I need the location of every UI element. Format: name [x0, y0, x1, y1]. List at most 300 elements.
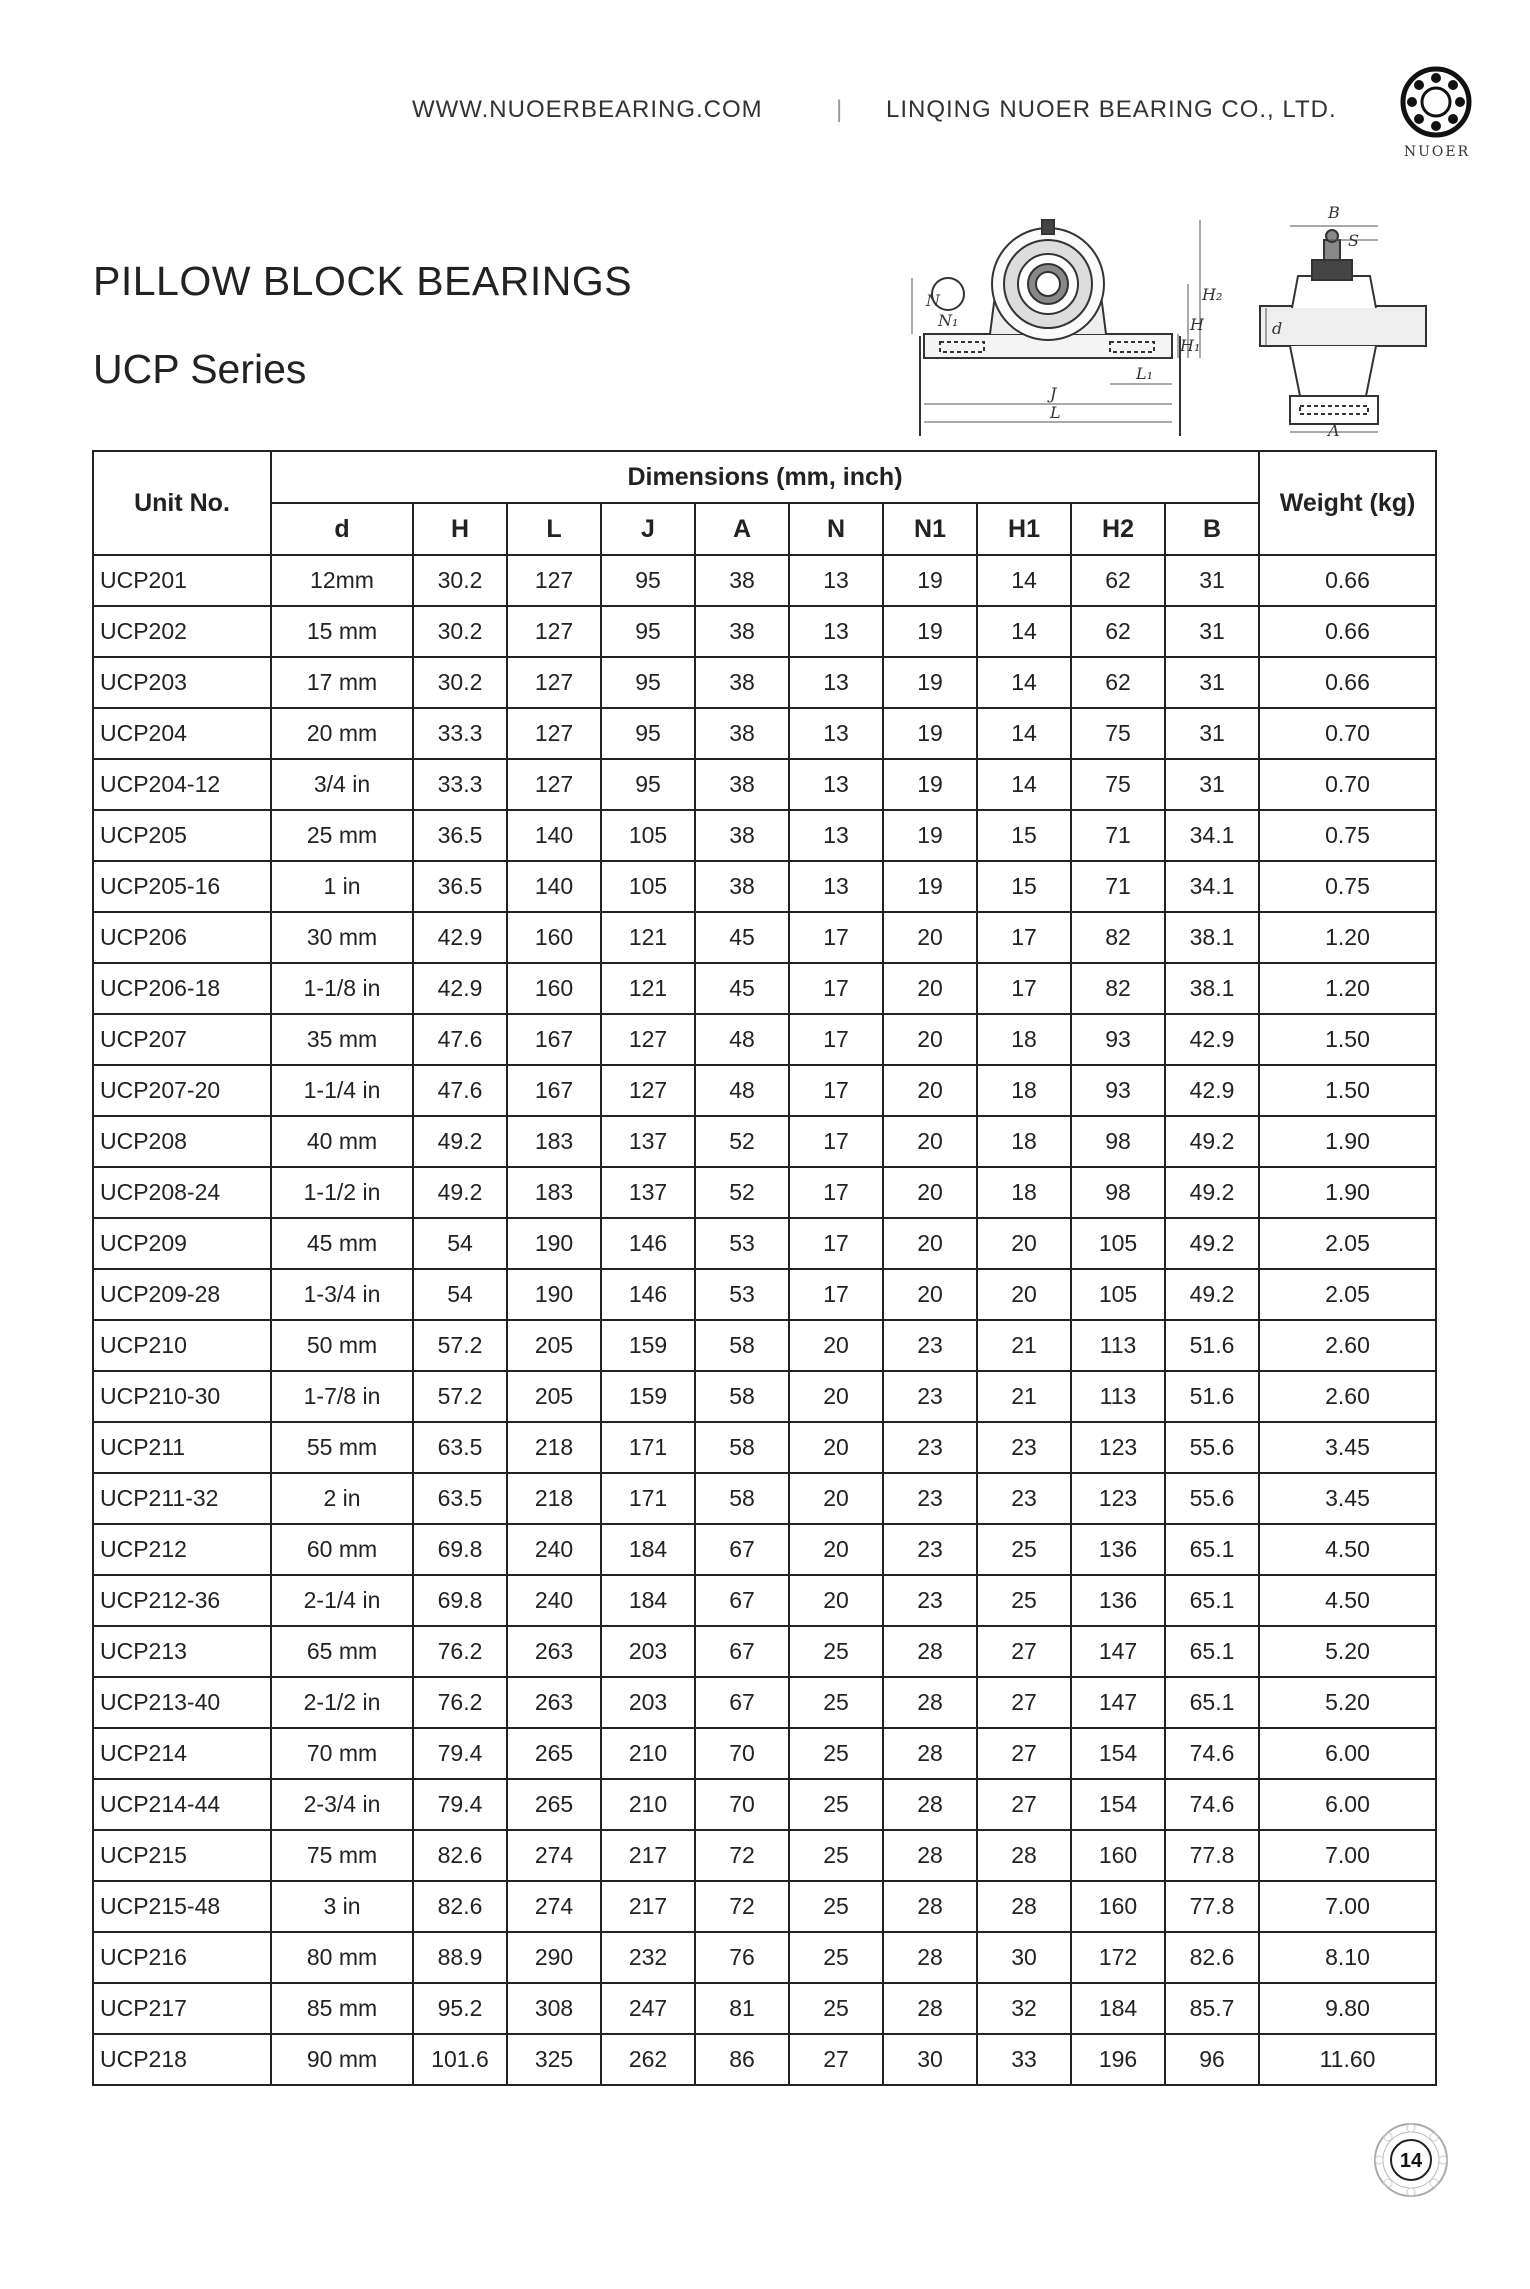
dimension-cell: 27: [977, 1677, 1071, 1728]
dimension-cell: 72: [695, 1881, 789, 1932]
dimension-cell: 13: [789, 708, 883, 759]
dimension-cell: 40 mm: [271, 1116, 413, 1167]
dimension-cell: 82.6: [1165, 1932, 1259, 1983]
dimension-cell: 1-3/4 in: [271, 1269, 413, 1320]
dim-column-header: H: [413, 503, 507, 555]
dimension-cell: 80 mm: [271, 1932, 413, 1983]
weight-cell: 0.70: [1259, 708, 1436, 759]
dimension-cell: 38.1: [1165, 912, 1259, 963]
dimension-cell: 123: [1071, 1422, 1165, 1473]
dimension-cell: 76.2: [413, 1626, 507, 1677]
dimension-cell: 63.5: [413, 1422, 507, 1473]
table-row: [93, 963, 1436, 1014]
label-d: d: [1272, 319, 1283, 338]
company-name: LINQING NUOER BEARING CO., LTD.: [886, 96, 1337, 123]
dimension-cell: 127: [507, 708, 601, 759]
dimension-cell: 154: [1071, 1779, 1165, 1830]
dimension-cell: 60 mm: [271, 1524, 413, 1575]
dimension-cell: 81: [695, 1983, 789, 2034]
label-H: H: [1190, 315, 1204, 334]
label-S: S: [1348, 231, 1359, 250]
dimension-cell: 232: [601, 1932, 695, 1983]
dimension-cell: 28: [883, 1626, 977, 1677]
dimension-cell: 20: [789, 1371, 883, 1422]
dimension-cell: 74.6: [1165, 1728, 1259, 1779]
dimension-cell: 105: [601, 861, 695, 912]
dimension-cell: 54: [413, 1218, 507, 1269]
dimension-cell: 14: [977, 759, 1071, 810]
spec-table-body: [93, 555, 1436, 2085]
dimension-cell: 65 mm: [271, 1626, 413, 1677]
page-number-badge: [1372, 2121, 1450, 2199]
dimension-cell: 82.6: [413, 1881, 507, 1932]
dimension-cell: 38: [695, 759, 789, 810]
table-row: [93, 861, 1436, 912]
dimension-cell: 137: [601, 1167, 695, 1218]
label-B: B: [1328, 203, 1340, 222]
dimension-cell: 69.8: [413, 1575, 507, 1626]
dimension-cell: 290: [507, 1932, 601, 1983]
dimension-cell: 74.6: [1165, 1779, 1259, 1830]
dimension-cell: 52: [695, 1167, 789, 1218]
dimension-cell: 65.1: [1165, 1626, 1259, 1677]
dimension-cell: 32: [977, 1983, 1071, 2034]
dimension-cell: 65.1: [1165, 1575, 1259, 1626]
dimension-columns-row: [93, 503, 1436, 555]
dimension-cell: 23: [977, 1473, 1071, 1524]
unit-number-cell: UCP204: [93, 708, 271, 759]
dim-column-header: H2: [1071, 503, 1165, 555]
dimension-cell: 105: [1071, 1218, 1165, 1269]
dimension-cell: 19: [883, 861, 977, 912]
label-J: J: [1050, 384, 1057, 403]
logo-text: NUOER: [1403, 144, 1471, 160]
dimension-cell: 95: [601, 657, 695, 708]
dimension-cell: 17: [977, 963, 1071, 1014]
dimension-cell: 159: [601, 1371, 695, 1422]
dimension-cell: 184: [601, 1575, 695, 1626]
weight-cell: 3.45: [1259, 1422, 1436, 1473]
dimension-cell: 265: [507, 1728, 601, 1779]
dimension-cell: 62: [1071, 606, 1165, 657]
dimension-cell: 20: [789, 1575, 883, 1626]
dimension-cell: 31: [1165, 759, 1259, 810]
dimension-cell: 172: [1071, 1932, 1165, 1983]
dimension-cell: 167: [507, 1014, 601, 1065]
unit-number-cell: UCP210: [93, 1320, 271, 1371]
label-H1: H₁: [1180, 336, 1201, 355]
weight-cell: 9.80: [1259, 1983, 1436, 2034]
weight-cell: 2.60: [1259, 1371, 1436, 1422]
dimension-cell: 49.2: [413, 1116, 507, 1167]
dimension-cell: 3/4 in: [271, 759, 413, 810]
dimension-cell: 127: [507, 555, 601, 606]
dimension-cell: 70 mm: [271, 1728, 413, 1779]
label-A: A: [1328, 421, 1340, 436]
dimension-cell: 127: [507, 759, 601, 810]
table-row: [93, 1320, 1436, 1371]
dimension-cell: 183: [507, 1167, 601, 1218]
dimension-cell: 95: [601, 708, 695, 759]
dimension-cell: 71: [1071, 861, 1165, 912]
dimension-cell: 33.3: [413, 708, 507, 759]
table-row: [93, 912, 1436, 963]
dimension-cell: 27: [977, 1728, 1071, 1779]
dimension-cell: 205: [507, 1371, 601, 1422]
dimension-cell: 27: [789, 2034, 883, 2085]
dimension-cell: 35 mm: [271, 1014, 413, 1065]
dimension-cell: 31: [1165, 657, 1259, 708]
dimension-cell: 48: [695, 1065, 789, 1116]
dimension-cell: 34.1: [1165, 810, 1259, 861]
dimension-cell: 240: [507, 1524, 601, 1575]
dimension-cell: 58: [695, 1473, 789, 1524]
weight-cell: 11.60: [1259, 2034, 1436, 2085]
dimension-cell: 18: [977, 1167, 1071, 1218]
dimension-cell: 28: [977, 1830, 1071, 1881]
dimension-cell: 217: [601, 1881, 695, 1932]
dimension-cell: 95: [601, 555, 695, 606]
dimension-cell: 25 mm: [271, 810, 413, 861]
dimension-cell: 42.9: [1165, 1014, 1259, 1065]
dimension-cell: 55.6: [1165, 1422, 1259, 1473]
dimension-cell: 36.5: [413, 810, 507, 861]
dimension-cell: 127: [507, 657, 601, 708]
dimension-cell: 82: [1071, 912, 1165, 963]
dimension-cell: 2 in: [271, 1473, 413, 1524]
dimension-cell: 34.1: [1165, 861, 1259, 912]
dimension-cell: 45: [695, 963, 789, 1014]
dimension-cell: 95.2: [413, 1983, 507, 2034]
dimension-cell: 20: [789, 1422, 883, 1473]
dimension-cell: 1-1/8 in: [271, 963, 413, 1014]
dimension-cell: 274: [507, 1830, 601, 1881]
weight-cell: 7.00: [1259, 1881, 1436, 1932]
dimension-cell: 88.9: [413, 1932, 507, 1983]
unit-number-cell: UCP216: [93, 1932, 271, 1983]
dimension-cell: 82: [1071, 963, 1165, 1014]
unit-number-cell: UCP215-48: [93, 1881, 271, 1932]
table-row: [93, 555, 1436, 606]
website-url[interactable]: WWW.NUOERBEARING.COM: [412, 96, 763, 123]
dimension-cell: 28: [883, 1779, 977, 1830]
unit-number-cell: UCP207-20: [93, 1065, 271, 1116]
unit-number-cell: UCP209: [93, 1218, 271, 1269]
dimension-cell: 14: [977, 555, 1071, 606]
dimension-cell: 2-1/4 in: [271, 1575, 413, 1626]
table-row: [93, 1677, 1436, 1728]
label-L1: L₁: [1136, 364, 1154, 383]
dimension-cell: 136: [1071, 1575, 1165, 1626]
dimension-cell: 48: [695, 1014, 789, 1065]
dimension-cell: 25: [789, 1779, 883, 1830]
dimension-cell: 58: [695, 1422, 789, 1473]
dimension-cell: 18: [977, 1116, 1071, 1167]
dimension-cell: 25: [789, 1932, 883, 1983]
dimension-cell: 63.5: [413, 1473, 507, 1524]
dimension-cell: 25: [789, 1677, 883, 1728]
spec-table: [92, 450, 1437, 2086]
dimension-cell: 101.6: [413, 2034, 507, 2085]
dimension-cell: 308: [507, 1983, 601, 2034]
weight-cell: 0.66: [1259, 606, 1436, 657]
dimension-cell: 95: [601, 759, 695, 810]
dimension-cell: 147: [1071, 1626, 1165, 1677]
dimension-cell: 20: [789, 1524, 883, 1575]
dimension-cell: 1-1/4 in: [271, 1065, 413, 1116]
unit-header: Unit No.: [93, 451, 271, 555]
dimension-cell: 30.2: [413, 555, 507, 606]
dimension-cell: 25: [977, 1575, 1071, 1626]
dimension-cell: 31: [1165, 606, 1259, 657]
weight-cell: 1.20: [1259, 963, 1436, 1014]
weight-cell: 0.66: [1259, 555, 1436, 606]
dim-column-header: L: [507, 503, 601, 555]
unit-number-cell: UCP212: [93, 1524, 271, 1575]
weight-cell: 2.05: [1259, 1269, 1436, 1320]
dimension-cell: 28: [883, 1728, 977, 1779]
dimension-cell: 218: [507, 1473, 601, 1524]
dimension-cell: 49.2: [1165, 1116, 1259, 1167]
dimension-cell: 30: [977, 1932, 1071, 1983]
dimension-cell: 136: [1071, 1524, 1165, 1575]
dimension-cell: 25: [789, 1626, 883, 1677]
dimension-cell: 30 mm: [271, 912, 413, 963]
dimension-cell: 31: [1165, 555, 1259, 606]
weight-cell: 1.50: [1259, 1065, 1436, 1116]
dimension-cell: 98: [1071, 1167, 1165, 1218]
dimension-cell: 190: [507, 1269, 601, 1320]
dimension-cell: 20: [977, 1218, 1071, 1269]
dimension-cell: 113: [1071, 1371, 1165, 1422]
dimension-cell: 127: [601, 1014, 695, 1065]
dimension-cell: 28: [977, 1881, 1071, 1932]
weight-cell: 0.75: [1259, 861, 1436, 912]
dimension-cell: 18: [977, 1014, 1071, 1065]
weight-cell: 1.50: [1259, 1014, 1436, 1065]
dimension-cell: 49.2: [413, 1167, 507, 1218]
page-number: 14: [1399, 2150, 1423, 2172]
dimension-cell: 86: [695, 2034, 789, 2085]
dimension-cell: 31: [1165, 708, 1259, 759]
dimension-cell: 25: [789, 1881, 883, 1932]
dimension-cell: 38: [695, 708, 789, 759]
table-row: [93, 1371, 1436, 1422]
dimension-cell: 23: [883, 1422, 977, 1473]
table-row: [93, 1830, 1436, 1881]
table-row: [93, 810, 1436, 861]
weight-cell: 1.90: [1259, 1116, 1436, 1167]
weight-cell: 7.00: [1259, 1830, 1436, 1881]
dimension-cell: 62: [1071, 555, 1165, 606]
dimension-cell: 27: [977, 1626, 1071, 1677]
dimension-cell: 146: [601, 1269, 695, 1320]
dimension-cell: 17: [789, 1065, 883, 1116]
dimension-cell: 28: [883, 1677, 977, 1728]
dimension-cell: 51.6: [1165, 1320, 1259, 1371]
dimension-cell: 17 mm: [271, 657, 413, 708]
dim-column-header: N1: [883, 503, 977, 555]
dimension-cell: 247: [601, 1983, 695, 2034]
dimension-cell: 15 mm: [271, 606, 413, 657]
dimension-cell: 20 mm: [271, 708, 413, 759]
dimension-cell: 2-1/2 in: [271, 1677, 413, 1728]
weight-cell: 3.45: [1259, 1473, 1436, 1524]
dimension-cell: 76: [695, 1932, 789, 1983]
dimension-cell: 14: [977, 657, 1071, 708]
header-separator: |: [836, 96, 843, 123]
dimension-cell: 121: [601, 963, 695, 1014]
dimension-cell: 72: [695, 1830, 789, 1881]
dimension-cell: 140: [507, 810, 601, 861]
dimension-cell: 240: [507, 1575, 601, 1626]
dimension-cell: 75 mm: [271, 1830, 413, 1881]
table-row: [93, 1218, 1436, 1269]
dimension-cell: 85 mm: [271, 1983, 413, 2034]
dimension-cell: 75: [1071, 759, 1165, 810]
table-row: [93, 657, 1436, 708]
dimension-cell: 184: [601, 1524, 695, 1575]
page-title: PILLOW BLOCK BEARINGS: [93, 258, 633, 304]
dim-column-header: A: [695, 503, 789, 555]
dim-column-header: d: [271, 503, 413, 555]
dim-column-header: B: [1165, 503, 1259, 555]
dimension-cell: 38.1: [1165, 963, 1259, 1014]
dimension-cell: 23: [977, 1422, 1071, 1473]
dim-column-header: N: [789, 503, 883, 555]
dimension-cell: 98: [1071, 1116, 1165, 1167]
dimension-cell: 218: [507, 1422, 601, 1473]
dimension-cell: 262: [601, 2034, 695, 2085]
dimension-cell: 18: [977, 1065, 1071, 1116]
weight-cell: 0.70: [1259, 759, 1436, 810]
dimension-cell: 49.2: [1165, 1167, 1259, 1218]
dimension-cell: 17: [789, 1014, 883, 1065]
unit-number-cell: UCP212-36: [93, 1575, 271, 1626]
table-row: [93, 2034, 1436, 2085]
dimension-cell: 55.6: [1165, 1473, 1259, 1524]
dimension-cell: 90 mm: [271, 2034, 413, 2085]
dimension-cell: 42.9: [1165, 1065, 1259, 1116]
dimension-cell: 19: [883, 657, 977, 708]
unit-number-cell: UCP213: [93, 1626, 271, 1677]
dimension-cell: 14: [977, 606, 1071, 657]
table-row: [93, 606, 1436, 657]
dimension-cell: 20: [883, 1218, 977, 1269]
dimension-cell: 121: [601, 912, 695, 963]
dimension-cell: 147: [1071, 1677, 1165, 1728]
dimension-cell: 20: [789, 1320, 883, 1371]
dimension-cell: 47.6: [413, 1065, 507, 1116]
unit-number-cell: UCP209-28: [93, 1269, 271, 1320]
dimension-cell: 70: [695, 1779, 789, 1830]
dimension-cell: 183: [507, 1116, 601, 1167]
dimension-cell: 146: [601, 1218, 695, 1269]
dimension-cell: 105: [1071, 1269, 1165, 1320]
page-subtitle: UCP Series: [93, 346, 307, 392]
dimension-cell: 79.4: [413, 1779, 507, 1830]
weight-cell: 0.75: [1259, 810, 1436, 861]
dimension-cell: 30.2: [413, 606, 507, 657]
dimension-cell: 45: [695, 912, 789, 963]
dimension-cell: 25: [789, 1830, 883, 1881]
weight-cell: 2.05: [1259, 1218, 1436, 1269]
dimension-cell: 2-3/4 in: [271, 1779, 413, 1830]
dimension-cell: 14: [977, 708, 1071, 759]
dimension-cell: 38: [695, 555, 789, 606]
dimension-cell: 57.2: [413, 1320, 507, 1371]
weight-header: Weight (kg): [1259, 451, 1436, 555]
unit-number-cell: UCP208-24: [93, 1167, 271, 1218]
dimension-cell: 13: [789, 555, 883, 606]
dimension-cell: 127: [507, 606, 601, 657]
side-view: [1260, 230, 1426, 424]
dimension-cell: 171: [601, 1422, 695, 1473]
unit-number-cell: UCP213-40: [93, 1677, 271, 1728]
dimension-cell: 23: [883, 1320, 977, 1371]
dimension-cell: 20: [883, 1065, 977, 1116]
weight-cell: 1.20: [1259, 912, 1436, 963]
dimension-cell: 67: [695, 1626, 789, 1677]
dimension-cell: 67: [695, 1677, 789, 1728]
dimension-cell: 171: [601, 1473, 695, 1524]
dimension-cell: 42.9: [413, 912, 507, 963]
dimension-cell: 19: [883, 759, 977, 810]
dimension-cell: 184: [1071, 1983, 1165, 2034]
weight-cell: 5.20: [1259, 1677, 1436, 1728]
weight-cell: 8.10: [1259, 1932, 1436, 1983]
dimension-cell: 13: [789, 759, 883, 810]
unit-number-cell: UCP203: [93, 657, 271, 708]
dimension-cell: 67: [695, 1524, 789, 1575]
dimension-cell: 30: [883, 2034, 977, 2085]
dimension-cell: 42.9: [413, 963, 507, 1014]
dimension-cell: 17: [789, 1167, 883, 1218]
unit-number-cell: UCP211: [93, 1422, 271, 1473]
dimension-cell: 30.2: [413, 657, 507, 708]
dimension-cell: 49.2: [1165, 1269, 1259, 1320]
table-row: [93, 1626, 1436, 1677]
table-row: [93, 1575, 1436, 1626]
dimension-cell: 33.3: [413, 759, 507, 810]
dim-column-header: H1: [977, 503, 1071, 555]
bearing-logo-icon: [1400, 66, 1472, 138]
dimension-cell: 196: [1071, 2034, 1165, 2085]
weight-cell: 0.66: [1259, 657, 1436, 708]
dimension-cell: 20: [883, 1014, 977, 1065]
dimension-cell: 20: [883, 963, 977, 1014]
dimension-cell: 38: [695, 810, 789, 861]
unit-number-cell: UCP211-32: [93, 1473, 271, 1524]
dimension-cell: 28: [883, 1830, 977, 1881]
dimension-cell: 137: [601, 1116, 695, 1167]
dimension-cell: 265: [507, 1779, 601, 1830]
unit-number-cell: UCP208: [93, 1116, 271, 1167]
dimension-cell: 13: [789, 606, 883, 657]
dimension-cell: 85.7: [1165, 1983, 1259, 2034]
dimension-cell: 93: [1071, 1014, 1165, 1065]
unit-number-cell: UCP205: [93, 810, 271, 861]
dimension-cell: 95: [601, 606, 695, 657]
dimension-cell: 65.1: [1165, 1677, 1259, 1728]
dimension-cell: 55 mm: [271, 1422, 413, 1473]
dimension-cell: 25: [977, 1524, 1071, 1575]
dimension-cell: 70: [695, 1728, 789, 1779]
dimension-cell: 62: [1071, 657, 1165, 708]
table-row: [93, 1014, 1436, 1065]
dimension-cell: 96: [1165, 2034, 1259, 2085]
dimension-cell: 27: [977, 1779, 1071, 1830]
